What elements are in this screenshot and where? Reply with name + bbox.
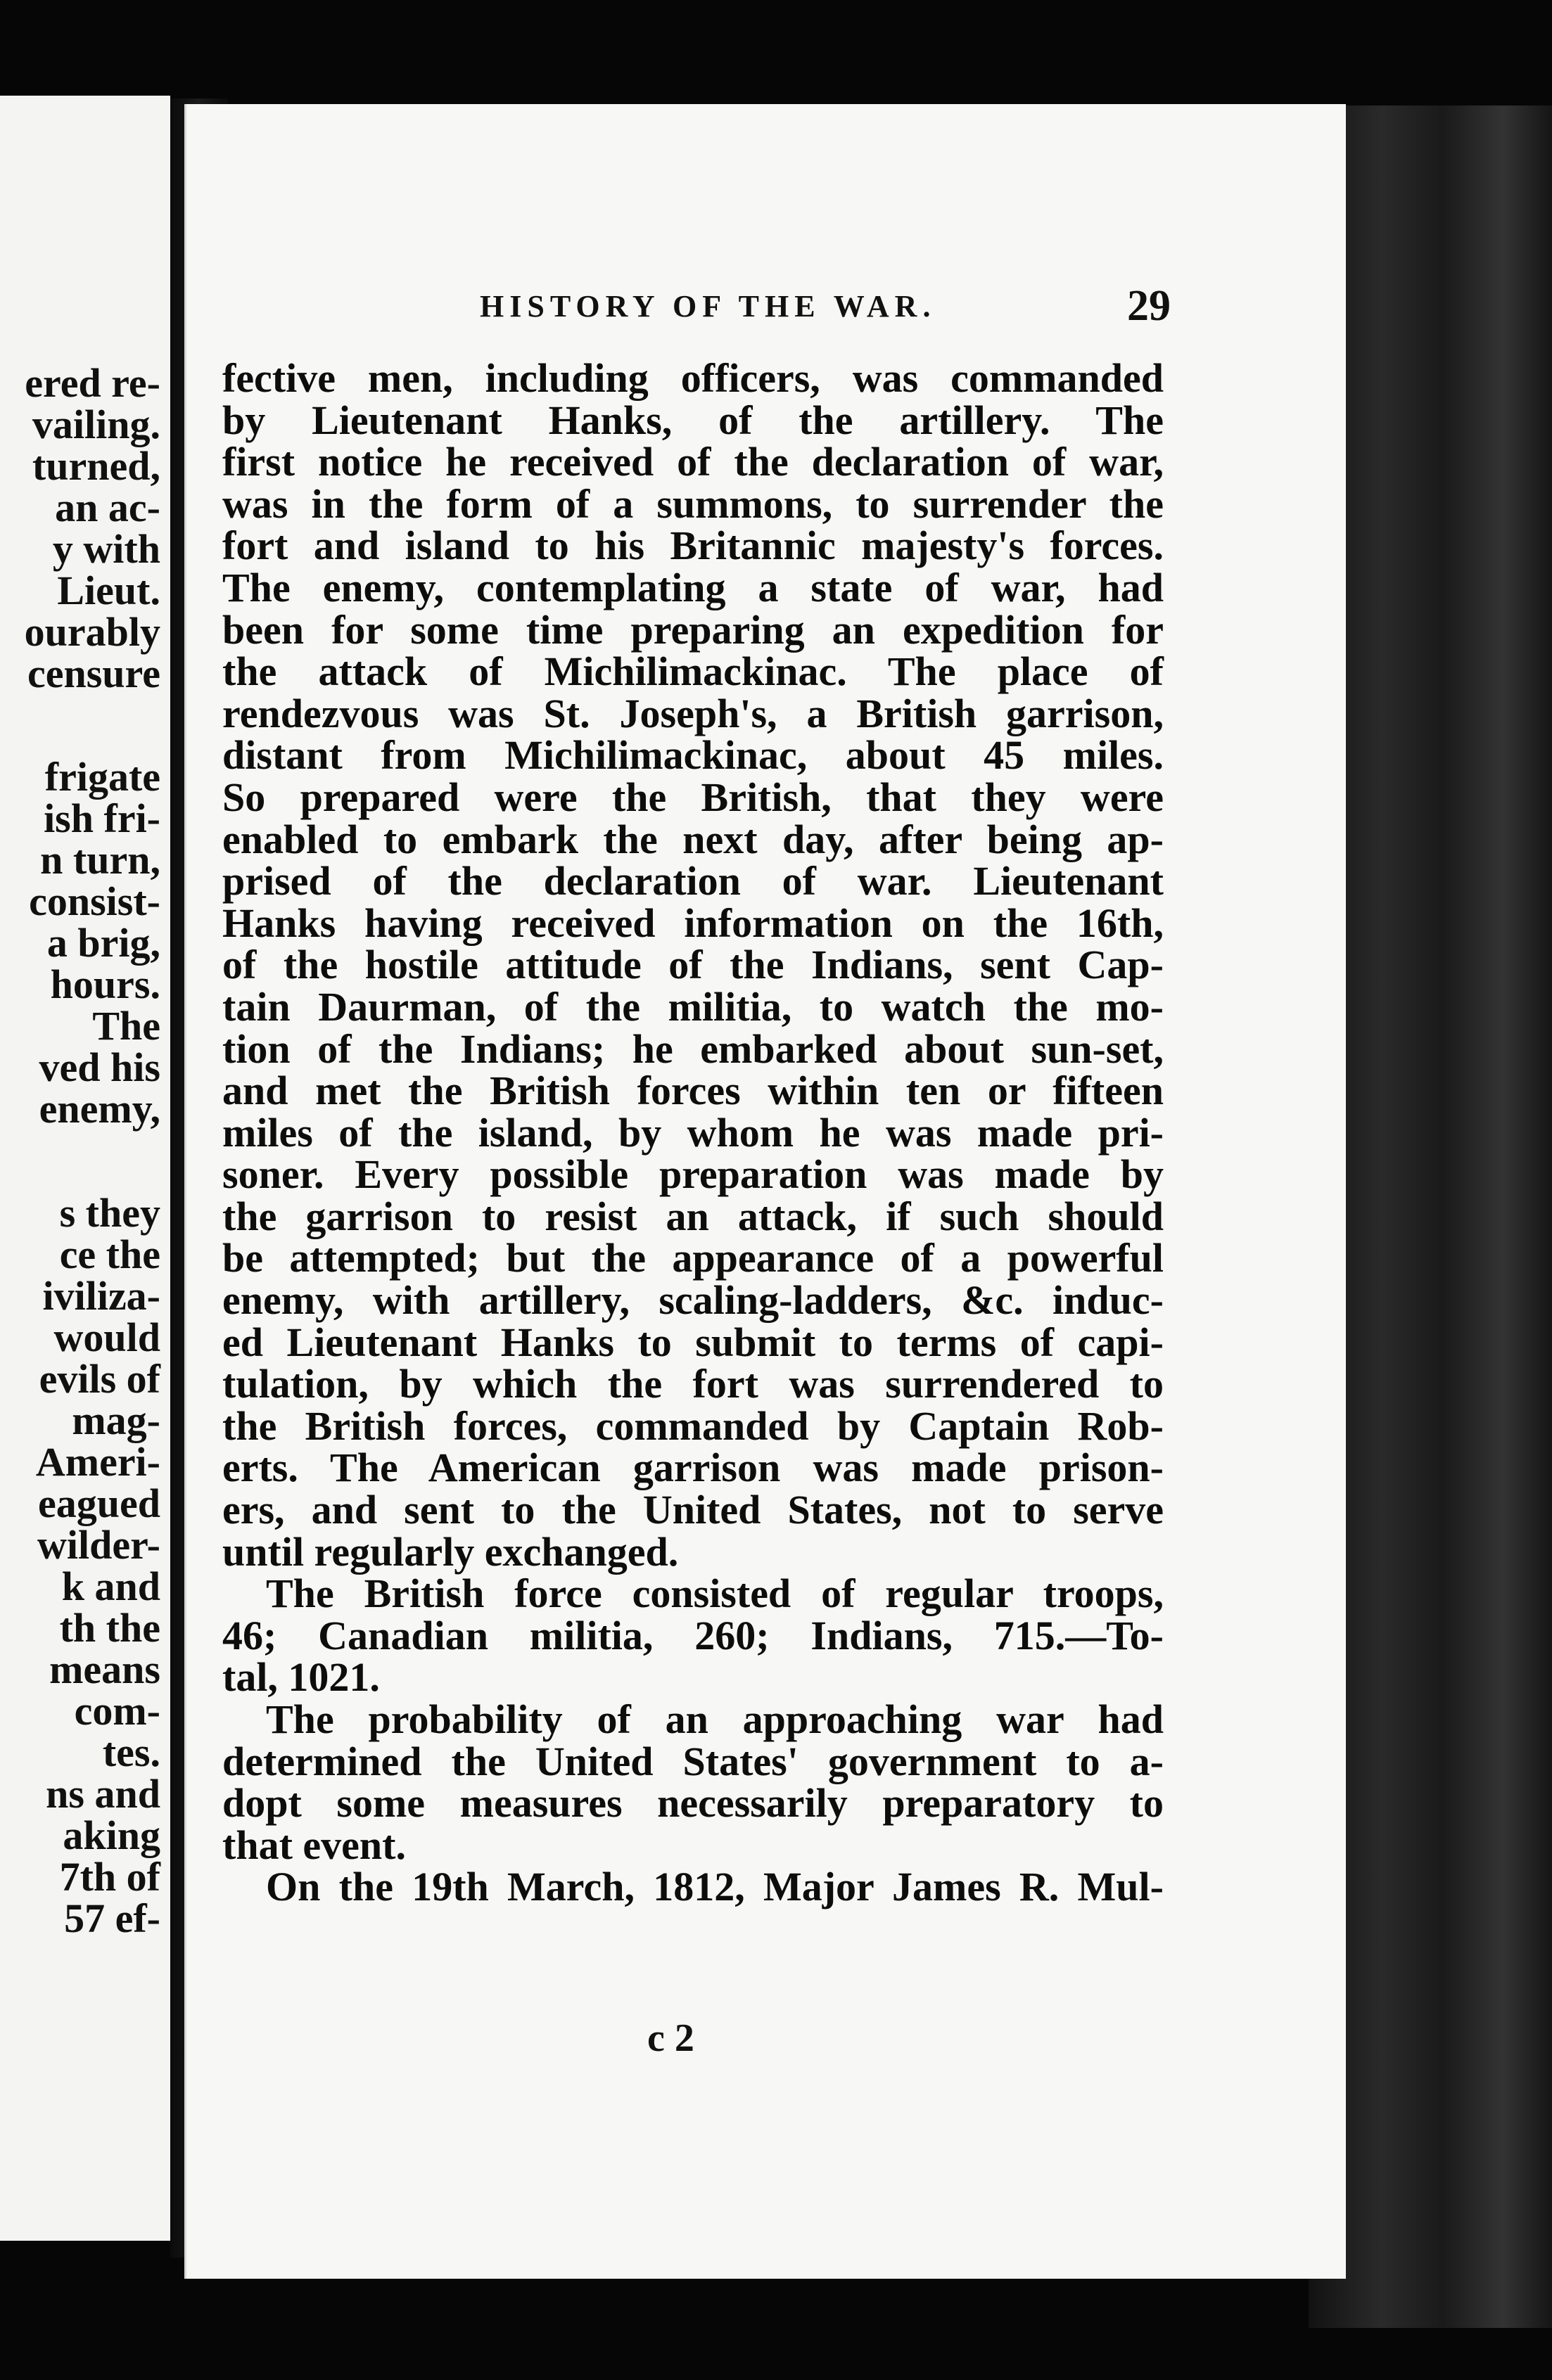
left-line: th the: [59, 1605, 160, 1651]
text-line: tain Daurman, of the militia, to watch the mo-: [222, 983, 1164, 1030]
left-line: a brig,: [46, 920, 160, 966]
text-line: by Lieutenant Hanks, of the artillery. The: [222, 397, 1164, 443]
left-line: wilder-: [37, 1522, 160, 1568]
left-line: Lieut.: [57, 568, 160, 613]
text-line: the British forces, commanded by Captain Rob-: [222, 1402, 1164, 1449]
text-line: tal, 1021.: [222, 1654, 380, 1701]
left-line: censure: [27, 651, 160, 696]
left-line: n turn,: [40, 837, 160, 883]
text-line: 46; Canadian militia, 260; Indians, 715.—To-: [222, 1612, 1164, 1658]
text-line: of the hostile attitude of the Indians, sent Cap-: [222, 942, 1164, 988]
text-line: been for some time preparing an expedition for: [222, 606, 1164, 653]
body-text: [222, 357, 1164, 1908]
facing-page-left: [0, 96, 170, 2241]
left-line: ered re-: [25, 360, 160, 406]
left-line: turned,: [32, 443, 160, 489]
text-line: enemy, with artillery, scaling-ladders, &c. induc-: [222, 1277, 1164, 1324]
text-line: erts. The American garrison was made prison-: [222, 1445, 1164, 1491]
text-line: Hanks having received information on the 16th,: [222, 900, 1164, 946]
signature-mark: c 2: [647, 2016, 694, 2060]
left-line: frigate: [44, 754, 160, 800]
left-line: mag-: [72, 1397, 160, 1443]
page-number: 29: [1127, 282, 1171, 330]
left-line: ourably: [24, 609, 160, 655]
running-title: HISTORY OF THE WAR.: [480, 289, 936, 324]
text-line: was in the form of a summons, to surrender the: [222, 480, 1164, 527]
left-line: eagued: [38, 1480, 160, 1526]
text-line: that event.: [222, 1822, 406, 1868]
left-line: evils of: [39, 1356, 160, 1402]
left-line: The: [92, 1003, 160, 1049]
text-line: The probability of an approaching war had: [266, 1696, 1164, 1742]
text-line: the attack of Michilimackinac. The place of: [222, 648, 1164, 695]
text-line: ed Lieutenant Hanks to submit to terms of capi-: [222, 1319, 1164, 1365]
text-line: and met the British forces within ten or fifteen: [222, 1068, 1164, 1114]
left-line: aking: [63, 1812, 160, 1858]
left-line: tes.: [102, 1729, 160, 1775]
left-line: 57 ef-: [64, 1895, 160, 1941]
left-line: means: [49, 1646, 160, 1692]
left-line: y with: [52, 526, 160, 572]
text-line: So prepared were the British, that they were: [222, 774, 1164, 820]
text-line: be attempted; but the appearance of a powerful: [222, 1235, 1164, 1281]
left-line: enemy,: [39, 1086, 160, 1132]
text-line: tion of the Indians; he embarked about sun-set,: [222, 1025, 1164, 1072]
left-line: ved his: [39, 1044, 160, 1090]
text-line: rendezvous was St. Joseph's, a British garrison,: [222, 690, 1164, 736]
left-line: k and: [61, 1563, 160, 1609]
left-line: consist-: [29, 878, 160, 924]
text-line: On the 19th March, 1812, Major James R. Mul-: [266, 1864, 1164, 1910]
left-line: hours.: [50, 961, 160, 1007]
left-line: com-: [74, 1688, 160, 1734]
text-line: soner. Every possible preparation was made by: [222, 1151, 1164, 1198]
left-line: vailing.: [32, 402, 160, 447]
text-line: The British force consisted of regular troops,: [266, 1570, 1164, 1617]
running-head: [293, 282, 1171, 338]
left-line: would: [53, 1314, 160, 1360]
text-line: the garrison to resist an attack, if such should: [222, 1193, 1164, 1239]
text-line: fort and island to his Britannic majesty's forces.: [222, 523, 1164, 569]
text-line: first notice he received of the declaration of war,: [222, 439, 1164, 485]
left-line: ish fri-: [44, 795, 160, 841]
left-line: Ameri-: [35, 1439, 160, 1485]
text-line: miles of the island, by whom he was made pri-: [222, 1109, 1164, 1156]
left-line: s they: [59, 1190, 160, 1236]
text-line: The enemy, contemplating a state of war, had: [222, 564, 1164, 610]
text-line: prised of the declaration of war. Lieutenant: [222, 858, 1164, 904]
left-line: ce the: [59, 1231, 160, 1277]
left-line: 7th of: [59, 1854, 160, 1900]
left-line: an ac-: [55, 485, 160, 530]
text-line: ers, and sent to the United States, not to serve: [222, 1487, 1164, 1533]
text-line: tulation, by which the fort was surrendered to: [222, 1361, 1164, 1407]
text-line: enabled to embark the next day, after being ap-: [222, 816, 1164, 862]
text-line: dopt some measures necessarily preparatory to: [222, 1780, 1164, 1826]
text-line: until regularly exchanged.: [222, 1528, 679, 1575]
left-line: iviliza-: [42, 1273, 160, 1319]
text-line: determined the United States' government to a-: [222, 1738, 1164, 1784]
left-line: ns and: [46, 1771, 160, 1817]
text-line: distant from Michilimackinac, about 45 miles.: [222, 732, 1164, 779]
text-line: fective men, including officers, was commanded: [222, 355, 1164, 401]
